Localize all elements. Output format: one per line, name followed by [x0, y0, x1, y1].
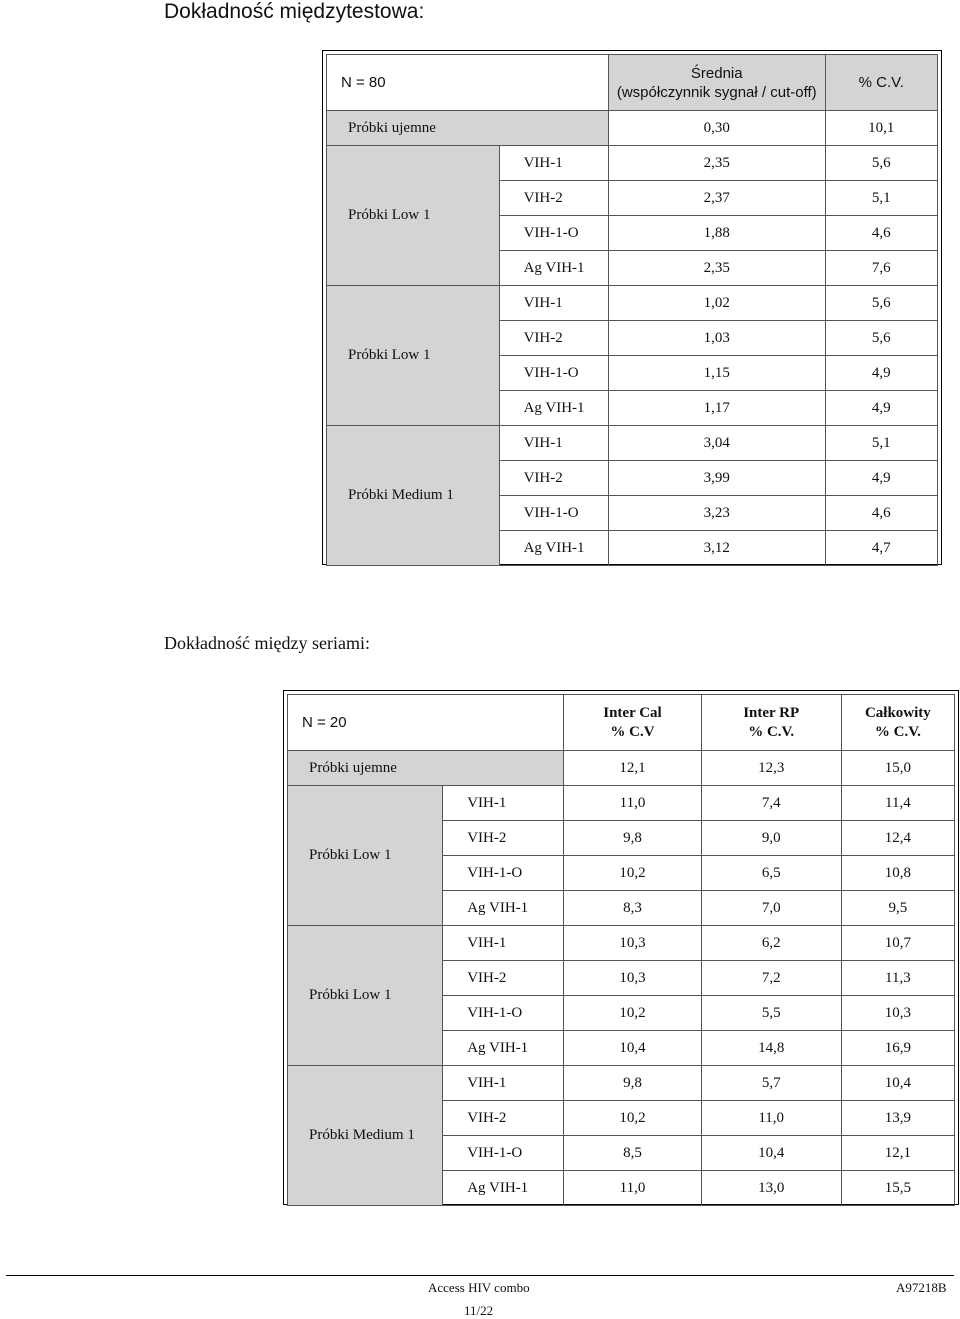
negative-mean: 0,30: [608, 111, 825, 146]
value-cell-cv: 5,6: [825, 146, 937, 181]
total-header: [841, 695, 954, 751]
value-cell-c3: 10,3: [841, 996, 954, 1031]
inter-rp-header: [701, 695, 841, 751]
table-row: [288, 786, 955, 821]
value-cell-c2: 13,0: [701, 1171, 841, 1206]
n-header: N = 80: [327, 55, 609, 111]
analyte-label: VIH-2: [443, 821, 564, 856]
group-label: Próbki Low 1: [327, 146, 500, 286]
value-cell-c1: 9,8: [564, 821, 701, 856]
value-cell-c1: 10,2: [564, 996, 701, 1031]
analyte-label: VIH-1-O: [443, 856, 564, 891]
total-header-line1: Całkowity: [864, 704, 931, 721]
value-cell-cv: 4,7: [825, 531, 937, 566]
mean-header: [608, 55, 825, 111]
analyte-label: Ag VIH-1: [499, 251, 608, 286]
mean-header-line1: Średnia: [690, 64, 743, 82]
value-cell-c2: 11,0: [701, 1101, 841, 1136]
analyte-label: Ag VIH-1: [443, 1031, 564, 1066]
value-cell-c3: 13,9: [841, 1101, 954, 1136]
footer-product: Access HIV combo: [428, 1280, 530, 1295]
value-cell-c2: 10,4: [701, 1136, 841, 1171]
analyte-label: VIH-1: [443, 1066, 564, 1101]
footer-divider: [6, 1275, 954, 1276]
footer-page-number: 11/22: [464, 1303, 494, 1318]
table-row: [288, 926, 955, 961]
value-cell-mean: 3,04: [608, 426, 825, 461]
value-cell-mean: 1,03: [608, 321, 825, 356]
analyte-label: VIH-1-O: [499, 356, 608, 391]
section-title-intertest: Dokładność międzytestowa:: [164, 0, 425, 23]
value-cell-c2: 5,5: [701, 996, 841, 1031]
interseries-table-body: [288, 695, 955, 1206]
negative-label: Próbki ujemne: [327, 111, 609, 146]
value-cell-cv: 4,9: [825, 356, 937, 391]
value-cell-mean: 3,23: [608, 496, 825, 531]
value-cell-cv: 4,9: [825, 461, 937, 496]
analyte-label: VIH-1: [443, 926, 564, 961]
group-label: Próbki Low 1: [288, 926, 443, 1066]
value-cell-cv: 5,1: [825, 426, 937, 461]
negative-cv: 10,1: [825, 111, 937, 146]
value-cell-c2: 6,2: [701, 926, 841, 961]
value-cell-mean: 1,02: [608, 286, 825, 321]
total-header-line2: % C.V.: [874, 723, 921, 740]
intertest-precision-table: [326, 54, 938, 566]
value-cell-c1: 11,0: [564, 786, 701, 821]
inter-rp-header-line2: % C.V.: [748, 723, 795, 740]
value-cell-c1: 10,3: [564, 961, 701, 996]
analyte-label: Ag VIH-1: [499, 391, 608, 426]
table-row: [327, 426, 938, 461]
value-cell-mean: 2,35: [608, 251, 825, 286]
table-row: [327, 286, 938, 321]
value-cell-c3: 9,5: [841, 891, 954, 926]
analyte-label: VIH-1: [499, 286, 608, 321]
value-cell-c1: 10,3: [564, 926, 701, 961]
analyte-label: Ag VIH-1: [499, 531, 608, 566]
analyte-label: VIH-2: [499, 461, 608, 496]
analyte-label: VIH-1-O: [443, 996, 564, 1031]
table-header-row: [327, 55, 938, 111]
value-cell-cv: 4,6: [825, 496, 937, 531]
value-cell-mean: 3,99: [608, 461, 825, 496]
inter-rp-header-line1: Inter RP: [743, 704, 800, 721]
value-cell-c3: 11,4: [841, 786, 954, 821]
value-cell-cv: 7,6: [825, 251, 937, 286]
value-cell-c2: 5,7: [701, 1066, 841, 1101]
negative-inter-cal: 12,1: [564, 751, 701, 786]
negative-row: [327, 111, 938, 146]
value-cell-mean: 1,17: [608, 391, 825, 426]
intertest-precision-frame: [322, 50, 942, 565]
value-cell-cv: 4,6: [825, 216, 937, 251]
value-cell-c1: 8,5: [564, 1136, 701, 1171]
value-cell-mean: 2,35: [608, 146, 825, 181]
value-cell-c3: 12,4: [841, 821, 954, 856]
footer-code: A97218B: [896, 1280, 947, 1295]
group-label: Próbki Low 1: [327, 286, 500, 426]
analyte-label: Ag VIH-1: [443, 1171, 564, 1206]
table-row: [288, 1066, 955, 1101]
intertest-table-body: [327, 55, 938, 566]
value-cell-c3: 10,8: [841, 856, 954, 891]
value-cell-c1: 11,0: [564, 1171, 701, 1206]
value-cell-c1: 8,3: [564, 891, 701, 926]
value-cell-mean: 2,37: [608, 181, 825, 216]
section-title-interseries: Dokładność między seriami:: [164, 633, 370, 653]
value-cell-c1: 10,2: [564, 856, 701, 891]
analyte-label: VIH-1-O: [499, 216, 608, 251]
table-row: [327, 146, 938, 181]
negative-label: Próbki ujemne: [288, 751, 564, 786]
analyte-label: VIH-2: [443, 1101, 564, 1136]
analyte-label: VIH-2: [499, 321, 608, 356]
negative-row: [288, 751, 955, 786]
interseries-precision-frame: [283, 690, 959, 1205]
analyte-label: VIH-1: [499, 426, 608, 461]
cv-header: % C.V.: [825, 55, 937, 111]
value-cell-c3: 10,4: [841, 1066, 954, 1101]
value-cell-c1: 9,8: [564, 1066, 701, 1101]
analyte-label: VIH-2: [443, 961, 564, 996]
value-cell-c2: 9,0: [701, 821, 841, 856]
value-cell-cv: 5,6: [825, 321, 937, 356]
n-header: N = 20: [288, 695, 564, 751]
value-cell-c1: 10,4: [564, 1031, 701, 1066]
inter-cal-header-line1: Inter Cal: [603, 704, 662, 721]
value-cell-c2: 7,0: [701, 891, 841, 926]
inter-cal-header-line2: % C.V: [610, 723, 655, 740]
analyte-label: VIH-2: [499, 181, 608, 216]
mean-header-line2: (współczynnik sygnał / cut-off): [616, 83, 817, 101]
value-cell-mean: 1,88: [608, 216, 825, 251]
value-cell-c2: 14,8: [701, 1031, 841, 1066]
value-cell-c2: 7,4: [701, 786, 841, 821]
analyte-label: VIH-1: [499, 146, 608, 181]
group-label: Próbki Medium 1: [327, 426, 500, 566]
table-header-row: [288, 695, 955, 751]
value-cell-cv: 4,9: [825, 391, 937, 426]
value-cell-c3: 16,9: [841, 1031, 954, 1066]
value-cell-cv: 5,1: [825, 181, 937, 216]
analyte-label: VIH-1: [443, 786, 564, 821]
value-cell-c3: 10,7: [841, 926, 954, 961]
group-label: Próbki Medium 1: [288, 1066, 443, 1206]
negative-total: 15,0: [841, 751, 954, 786]
analyte-label: VIH-1-O: [499, 496, 608, 531]
value-cell-c3: 11,3: [841, 961, 954, 996]
value-cell-mean: 3,12: [608, 531, 825, 566]
interseries-precision-table: [287, 694, 955, 1206]
value-cell-mean: 1,15: [608, 356, 825, 391]
value-cell-c3: 12,1: [841, 1136, 954, 1171]
value-cell-c1: 10,2: [564, 1101, 701, 1136]
analyte-label: VIH-1-O: [443, 1136, 564, 1171]
analyte-label: Ag VIH-1: [443, 891, 564, 926]
negative-inter-rp: 12,3: [701, 751, 841, 786]
value-cell-cv: 5,6: [825, 286, 937, 321]
value-cell-c2: 6,5: [701, 856, 841, 891]
value-cell-c2: 7,2: [701, 961, 841, 996]
value-cell-c3: 15,5: [841, 1171, 954, 1206]
inter-cal-header: [564, 695, 701, 751]
group-label: Próbki Low 1: [288, 786, 443, 926]
